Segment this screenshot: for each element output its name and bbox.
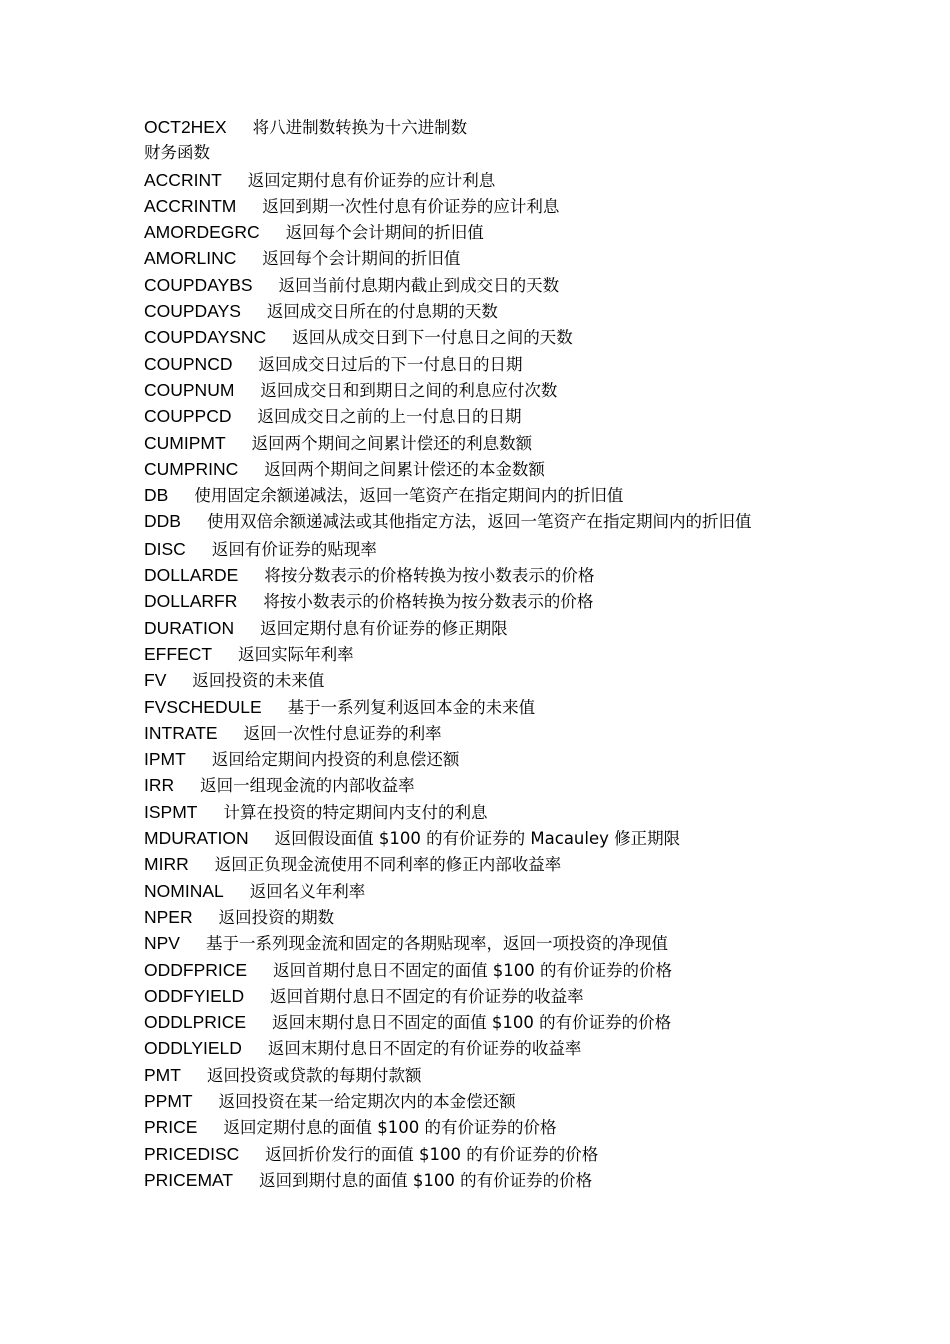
function-description: 返回到期付息的面值 $100 的有价证券的价格 bbox=[259, 1170, 593, 1190]
function-description: 返回当前付息期内截止到成交日的天数 bbox=[278, 275, 560, 295]
function-entry bbox=[144, 1141, 824, 1167]
function-description: 返回假设面值 $100 的有价证券的 Macauley 修正期限 bbox=[274, 829, 681, 849]
function-name: ODDFYIELD bbox=[144, 985, 245, 1006]
function-name: FV bbox=[144, 670, 167, 691]
function-entry bbox=[144, 430, 824, 456]
function-description: 返回定期付息有价证券的应计利息 bbox=[247, 170, 496, 190]
function-name: PRICE bbox=[144, 1117, 198, 1138]
function-entry bbox=[144, 219, 824, 245]
function-description: 返回实际年利率 bbox=[238, 644, 354, 664]
function-description: 返回一组现金流的内部收益率 bbox=[200, 776, 415, 796]
function-description: 返回两个期间之间累计偿还的本金数额 bbox=[264, 459, 545, 479]
section-heading bbox=[144, 140, 824, 166]
function-entry bbox=[144, 799, 824, 825]
function-description: 返回名义年利率 bbox=[249, 881, 366, 901]
function-name: OCT2HEX bbox=[144, 117, 227, 137]
function-description: 返回首期付息日不固定的有价证券的收益率 bbox=[270, 986, 584, 1006]
function-description: 将按分数表示的价格转换为按小数表示的价格 bbox=[264, 566, 595, 586]
function-description: 基于一系列现金流和固定的各期贴现率，返回一项投资的净现值 bbox=[205, 934, 668, 954]
function-description: 使用固定余额递减法，返回一笔资产在指定期间内的折旧值 bbox=[194, 486, 624, 506]
section-heading-text: 财务函数 bbox=[144, 143, 210, 163]
function-name: NOMINAL bbox=[144, 880, 224, 901]
function-name: DDB bbox=[144, 511, 181, 532]
function-entry bbox=[144, 878, 824, 904]
function-name: NPER bbox=[144, 906, 193, 927]
function-name: ACCRINT bbox=[144, 169, 222, 190]
function-description: 返回定期付息的面值 $100 的有价证券的价格 bbox=[223, 1118, 557, 1138]
function-entry bbox=[144, 114, 824, 140]
function-entry bbox=[144, 167, 824, 193]
function-entry bbox=[144, 1088, 824, 1114]
function-name: ACCRINTM bbox=[144, 195, 237, 216]
function-entry bbox=[144, 772, 824, 798]
function-entry bbox=[144, 351, 824, 377]
function-description: 返回成交日和到期日之间的利息应付次数 bbox=[260, 380, 558, 400]
function-name: INTRATE bbox=[144, 722, 218, 743]
function-name: ODDLYIELD bbox=[144, 1038, 242, 1059]
function-entry bbox=[144, 930, 824, 956]
function-name: FVSCHEDULE bbox=[144, 696, 262, 717]
function-description: 将按小数表示的价格转换为按分数表示的价格 bbox=[263, 592, 594, 612]
function-entry bbox=[144, 1009, 824, 1035]
function-description: 返回有价证券的贴现率 bbox=[211, 539, 377, 559]
function-entry bbox=[144, 641, 824, 667]
function-entry bbox=[144, 562, 824, 588]
function-entry bbox=[144, 193, 824, 219]
function-name: NPV bbox=[144, 933, 180, 954]
function-entry bbox=[144, 1167, 824, 1193]
function-entry bbox=[144, 456, 824, 482]
function-description: 计算在投资的特定期间内支付的利息 bbox=[223, 802, 488, 822]
function-entry bbox=[144, 536, 824, 562]
function-entry bbox=[144, 1035, 824, 1061]
function-description: 返回两个期间之间累计偿还的利息数额 bbox=[251, 433, 533, 453]
function-description: 返回每个会计期间的折旧值 bbox=[285, 223, 484, 243]
function-name: AMORDEGRC bbox=[144, 222, 260, 243]
function-description: 返回首期付息日不固定的面值 $100 的有价证券的价格 bbox=[273, 960, 673, 980]
function-name: ODDLPRICE bbox=[144, 1012, 247, 1033]
function-name: ODDFPRICE bbox=[144, 959, 248, 980]
function-entry bbox=[144, 508, 824, 535]
function-description: 返回投资的未来值 bbox=[192, 671, 325, 691]
function-name: CUMIPMT bbox=[144, 432, 226, 453]
function-description: 返回折价发行的面值 $100 的有价证券的价格 bbox=[265, 1144, 599, 1164]
function-entry bbox=[144, 746, 824, 772]
function-name: PMT bbox=[144, 1064, 181, 1085]
function-name: IRR bbox=[144, 775, 175, 796]
function-entry bbox=[144, 272, 824, 298]
function-entry bbox=[144, 588, 824, 614]
function-description: 返回成交日之前的上一付息日的日期 bbox=[257, 407, 522, 427]
function-description: 返回定期付息有价证券的修正期限 bbox=[260, 618, 508, 638]
function-entry bbox=[144, 904, 824, 930]
function-description: 返回从成交日到下一付息日之间的天数 bbox=[292, 328, 573, 348]
function-description: 返回投资在某一给定期次内的本金偿还额 bbox=[218, 1091, 516, 1111]
function-entry bbox=[144, 983, 824, 1009]
function-name: DISC bbox=[144, 538, 186, 559]
function-name: IPMT bbox=[144, 749, 186, 770]
function-name: PRICEMAT bbox=[144, 1169, 234, 1190]
function-entry bbox=[144, 667, 824, 693]
function-description: 基于一系列复利返回本金的未来值 bbox=[287, 697, 536, 717]
function-entry bbox=[144, 957, 824, 983]
function-entry bbox=[144, 615, 824, 641]
function-name: DOLLARFR bbox=[144, 591, 238, 612]
function-name: ISPMT bbox=[144, 801, 198, 822]
function-description: 返回末期付息日不固定的面值 $100 的有价证券的价格 bbox=[272, 1013, 672, 1033]
function-name: MIRR bbox=[144, 854, 189, 875]
function-description: 使用双倍余额递减法或其他指定方法，返回一笔资产在指定期间内的折旧值 bbox=[206, 512, 752, 532]
function-description: 将八进制数转换为十六进制数 bbox=[252, 118, 468, 137]
function-entry bbox=[144, 694, 824, 720]
function-entry bbox=[144, 324, 824, 350]
function-entry bbox=[144, 825, 824, 851]
function-entry bbox=[144, 1062, 824, 1088]
function-description: 返回投资的期数 bbox=[218, 907, 335, 927]
function-name: COUPNCD bbox=[144, 353, 233, 374]
function-entry bbox=[144, 482, 824, 508]
function-description: 返回正负现金流使用不同利率的修正内部收益率 bbox=[214, 855, 562, 875]
function-description: 返回投资或贷款的每期付款额 bbox=[206, 1065, 422, 1085]
function-name: COUPDAYBS bbox=[144, 274, 253, 295]
function-name: AMORLINC bbox=[144, 248, 237, 269]
function-name: DB bbox=[144, 485, 169, 506]
function-entry bbox=[144, 245, 824, 271]
function-description: 返回给定期间内投资的利息偿还额 bbox=[211, 750, 460, 770]
function-entry bbox=[144, 1114, 824, 1140]
function-name: MDURATION bbox=[144, 828, 249, 849]
function-entry bbox=[144, 720, 824, 746]
function-entry bbox=[144, 851, 824, 877]
function-name: DURATION bbox=[144, 617, 235, 638]
function-name: DOLLARDE bbox=[144, 565, 239, 586]
function-name: CUMPRINC bbox=[144, 458, 239, 479]
function-description: 返回成交日所在的付息期的天数 bbox=[266, 302, 498, 322]
function-name: COUPDAYSNC bbox=[144, 327, 267, 348]
function-name: COUPDAYS bbox=[144, 301, 241, 322]
function-description: 返回成交日过后的下一付息日的日期 bbox=[258, 354, 523, 374]
function-description: 返回一次性付息证券的利率 bbox=[243, 723, 442, 743]
function-entry bbox=[144, 377, 824, 403]
function-description: 返回每个会计期间的折旧值 bbox=[262, 249, 461, 269]
document-page bbox=[144, 114, 824, 1193]
function-description: 返回到期一次性付息有价证券的应计利息 bbox=[262, 196, 560, 216]
function-name: EFFECT bbox=[144, 643, 213, 664]
function-entry bbox=[144, 403, 824, 429]
function-entry bbox=[144, 298, 824, 324]
function-name: PPMT bbox=[144, 1090, 193, 1111]
function-description: 返回末期付息日不固定的有价证券的收益率 bbox=[267, 1039, 582, 1059]
function-name: PRICEDISC bbox=[144, 1143, 240, 1164]
function-name: COUPPCD bbox=[144, 406, 232, 427]
function-name: COUPNUM bbox=[144, 379, 235, 400]
